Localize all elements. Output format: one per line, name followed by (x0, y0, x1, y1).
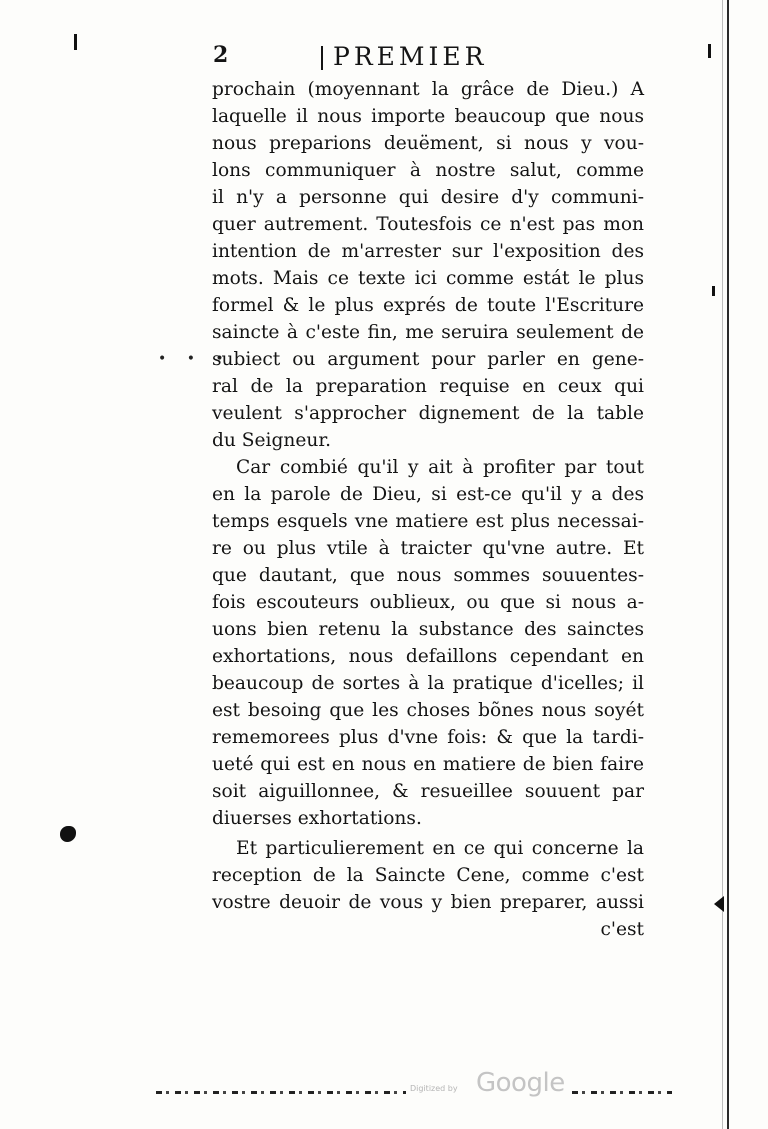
text-line: rememorees plus d'vne fois: & que la tardi- (212, 727, 644, 748)
text-line: vostre deuoir de vous y bien preparer, aussi (212, 892, 644, 913)
watermark-brand: Google (476, 1068, 565, 1098)
text-line: intention de m'arrester sur l'exposition des (212, 241, 644, 262)
catchword: c'est (600, 919, 644, 940)
text-line: est besoing que les choses bõnes nous soyét (212, 700, 644, 721)
text-line: lons communiquer à nostre salut, comme (212, 160, 644, 181)
text-line: beaucoup de sortes à la pratique d'icelles; il (212, 673, 644, 694)
text-line: soit aiguillonnee, & resueillee souuent par (212, 781, 644, 802)
running-head: PREMIER (333, 42, 488, 71)
text-line: que dautant, que nous sommes souuentes- (212, 565, 644, 586)
text-line: uons bien retenu la substance des sainctes (212, 619, 644, 640)
margin-arrow-mark (714, 896, 724, 912)
margin-dots: • • • (158, 351, 232, 367)
text-line: reception de la Saincte Cene, comme c'est (212, 865, 644, 886)
text-line: temps esquels vne matiere est plus necessai- (212, 511, 644, 532)
text-line: Car combié qu'il y ait à profiter par tout (236, 457, 644, 478)
text-line: prochain (moyennant la grâce de Dieu.) A (212, 79, 644, 100)
text-line: en la parole de Dieu, si est-ce qu'il y a des (212, 484, 644, 505)
text-line: re ou plus vtile à traicter qu'vne autre. Et (212, 538, 644, 559)
text-line: formel & le plus exprés de toute l'Escriture (212, 295, 644, 316)
text-line: laquelle il nous importe beaucoup que nous (212, 106, 644, 127)
text-line: nous preparions deuëment, si nous y vou- (212, 133, 644, 154)
scan-mark (712, 286, 715, 296)
page-number: 2 (213, 42, 229, 68)
text-line: veulent s'approcher dignement de la table (212, 403, 644, 424)
text-line: saincte à c'este fin, me seruira seulement de (212, 322, 644, 343)
watermark-caption: Digitized by (410, 1084, 458, 1093)
text-line: mots. Mais ce texte ici comme estát le plus (212, 268, 644, 289)
body-text (212, 76, 644, 943)
scan-mark (708, 44, 711, 58)
ink-blot (60, 826, 76, 842)
page-header (213, 40, 543, 74)
scan-mark (74, 34, 77, 50)
scan-noise (156, 1091, 406, 1094)
text-line: ueté qui est en nous en matiere de bien faire (212, 754, 644, 775)
text-line: fois escouteurs oublieux, ou que si nous a- (212, 592, 644, 613)
text-line: subiect ou argument pour parler en gene- (212, 349, 644, 370)
text-line: quer autrement. Toutesfois ce n'est pas mon (212, 214, 644, 235)
text-line: exhortations, nous defaillons cependant en (212, 646, 644, 667)
digitized-watermark (410, 1068, 610, 1104)
text-line: ral de la preparation requise en ceux qui (212, 376, 644, 397)
page-edge-line (727, 0, 729, 1129)
page-edge-shadow (722, 0, 723, 1129)
text-line: Et particulierement en ce qui concerne la (236, 838, 644, 859)
text-line: du Seigneur. (212, 430, 332, 451)
text-line: il n'y a personne qui desire d'y communi- (212, 187, 644, 208)
text-line: diuerses exhortations. (212, 808, 422, 829)
